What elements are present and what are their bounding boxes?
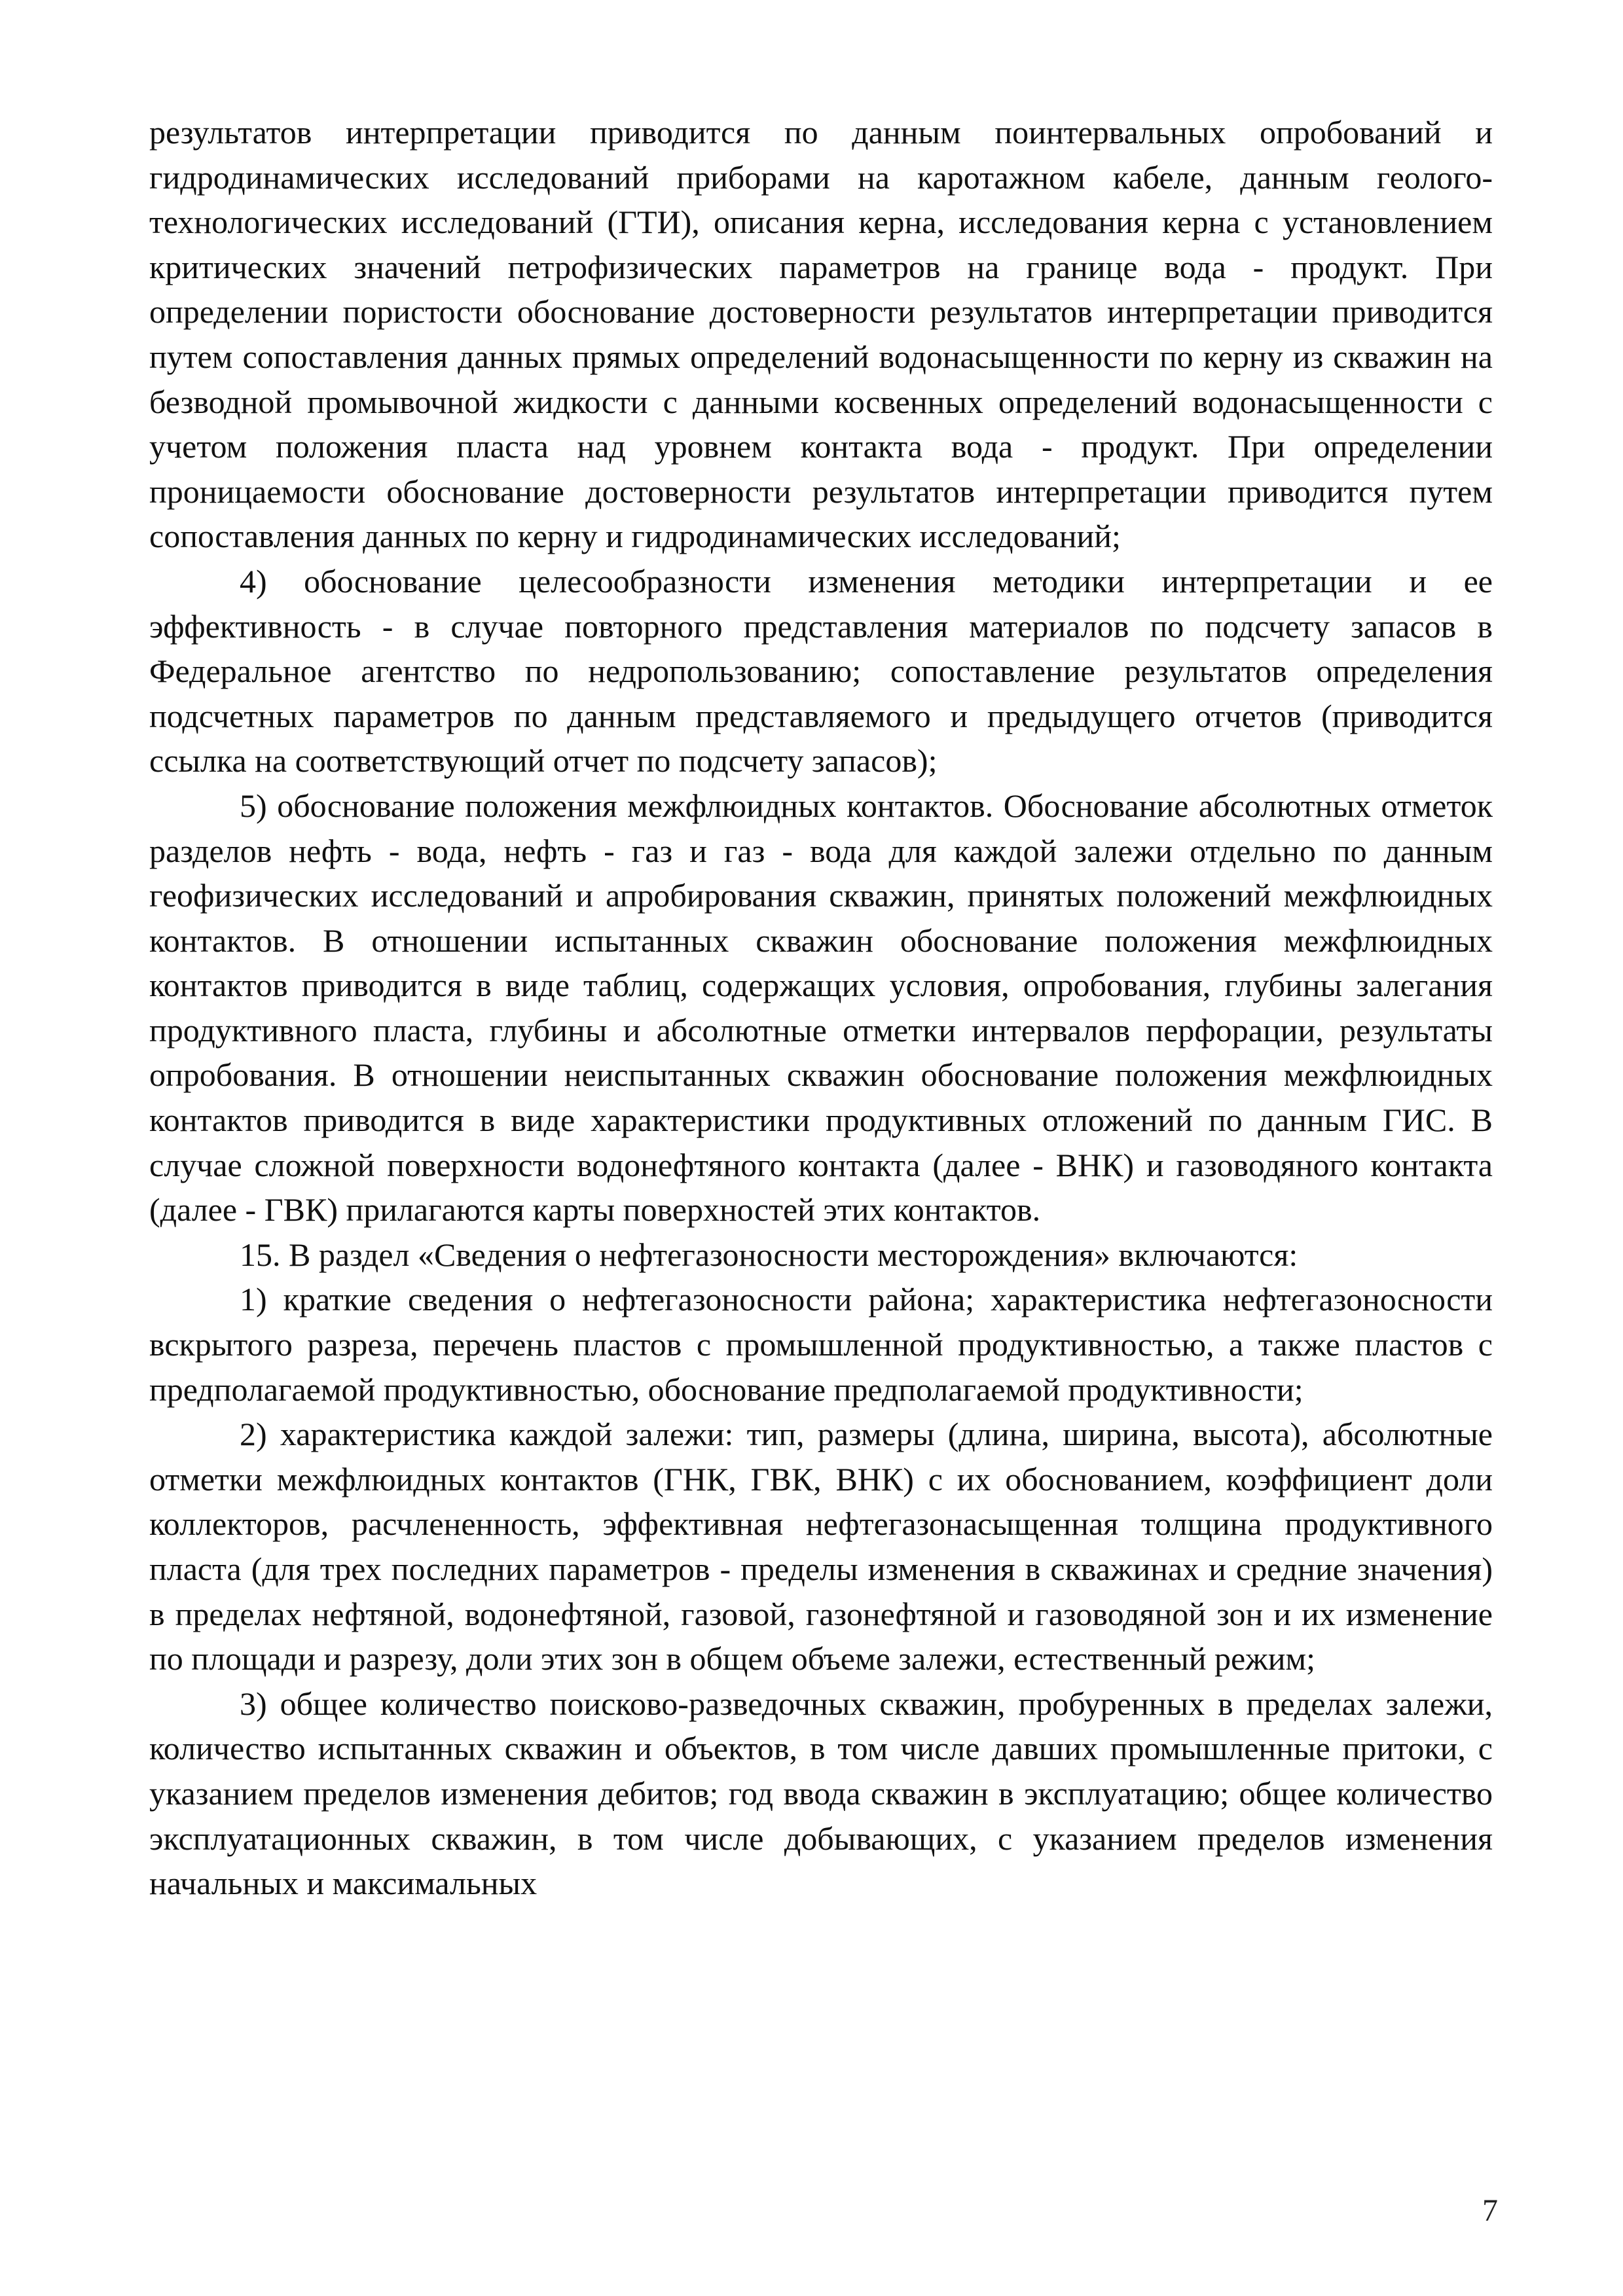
paragraph-item-4: 4) обоснование целесообразности изменения методики интерпретации и ее эффективность - в случае повторного представления материалов по подсчету запасов в Федеральное агентство по недропользованию; сопоставление результатов определения подсчетных параметров по данным представляемого и предыдущего отчетов (приводится ссылка на соответствующий отчет по подсчету запасов); (149, 562, 1493, 780)
paragraph-continuation: результатов интерпретации приводится по данным поинтервальных опробований и гидродинамических исследований приборами на каротажном кабеле, данным геолого-технологических исследований (ГТИ), описания керна, исследования керна с установлением критических значений петрофизических параметров на границе вода - продукт. При определении пористости обоснование достоверности результатов интерпретации приводится путем сопоставления данных прямых определений водонасыщенности по керну из скважин на безводной промывочной жидкости с данными косвенных определений водонасыщенности с учетом положения пласта над уровнем контакта вода - продукт. При определении проницаемости обоснование достоверности результатов интерпретации приводится путем сопоставления данных по керну и гидродинамических исследований; (149, 114, 1493, 555)
document-body (149, 110, 1493, 1906)
paragraph-item-3: 3) общее количество поисково-разведочных скважин, пробуренных в пределах залежи, количество испытанных скважин и объектов, в том числе давших промышленные притоки, с указанием пределов изменения дебитов; год ввода скважин в эксплуатацию; общее количество эксплуатационных скважин, в том числе добывающих, с указанием пределов изменения начальных и максимальных (149, 1685, 1493, 1902)
page-number: 7 (1482, 2193, 1498, 2228)
paragraph-section-15-heading: 15. В раздел «Сведения о нефтегазоносности месторождения» включаются: (240, 1236, 1298, 1273)
paragraph-item-5: 5) обоснование положения межфлюидных контактов. Обоснование абсолютных отметок разделов нефть - вода, нефть - газ и газ - вода для каждой залежи отдельно по данным геофизических исследований и апробирования скважин, принятых положений межфлюидных контактов. В отношении испытанных скважин обоснование положения межфлюидных контактов приводится в виде таблиц, содержащих условия, опробования, глубины залегания продуктивного пласта, глубины и абсолютные отметки интервалов перфорации, результаты опробования. В отношении неиспытанных скважин обоснование положения межфлюидных контактов приводится в виде характеристики продуктивных отложений по данным ГИС. В случае сложной поверхности водонефтяного контакта (далее - ВНК) и газоводяного контакта (далее - ГВК) прилагаются карты поверхностей этих контактов. (149, 787, 1493, 1229)
paragraph-item-2: 2) характеристика каждой залежи: тип, размеры (длина, ширина, высота), абсолютные отметки межфлюидных контактов (ГНК, ГВК, ВНК) с их обоснованием, коэффициент доли коллекторов, расчлененность, эффективная нефтегазонасыщенная толщина продуктивного пласта (для трех последних параметров - пределы изменения в скважинах и средние значения) в пределах нефтяной, водонефтяной, газовой, газонефтяной и газоводяной зон и их изменение по площади и разрезу, доли этих зон в общем объеме залежи, естественный режим; (149, 1416, 1493, 1677)
paragraph-item-1: 1) краткие сведения о нефтегазоносности района; характеристика нефтегазоносности вскрытого разреза, перечень пластов с промышленной продуктивностью, а также пластов с предполагаемой продуктивностью, обоснование предполагаемой продуктивности; (149, 1281, 1493, 1408)
